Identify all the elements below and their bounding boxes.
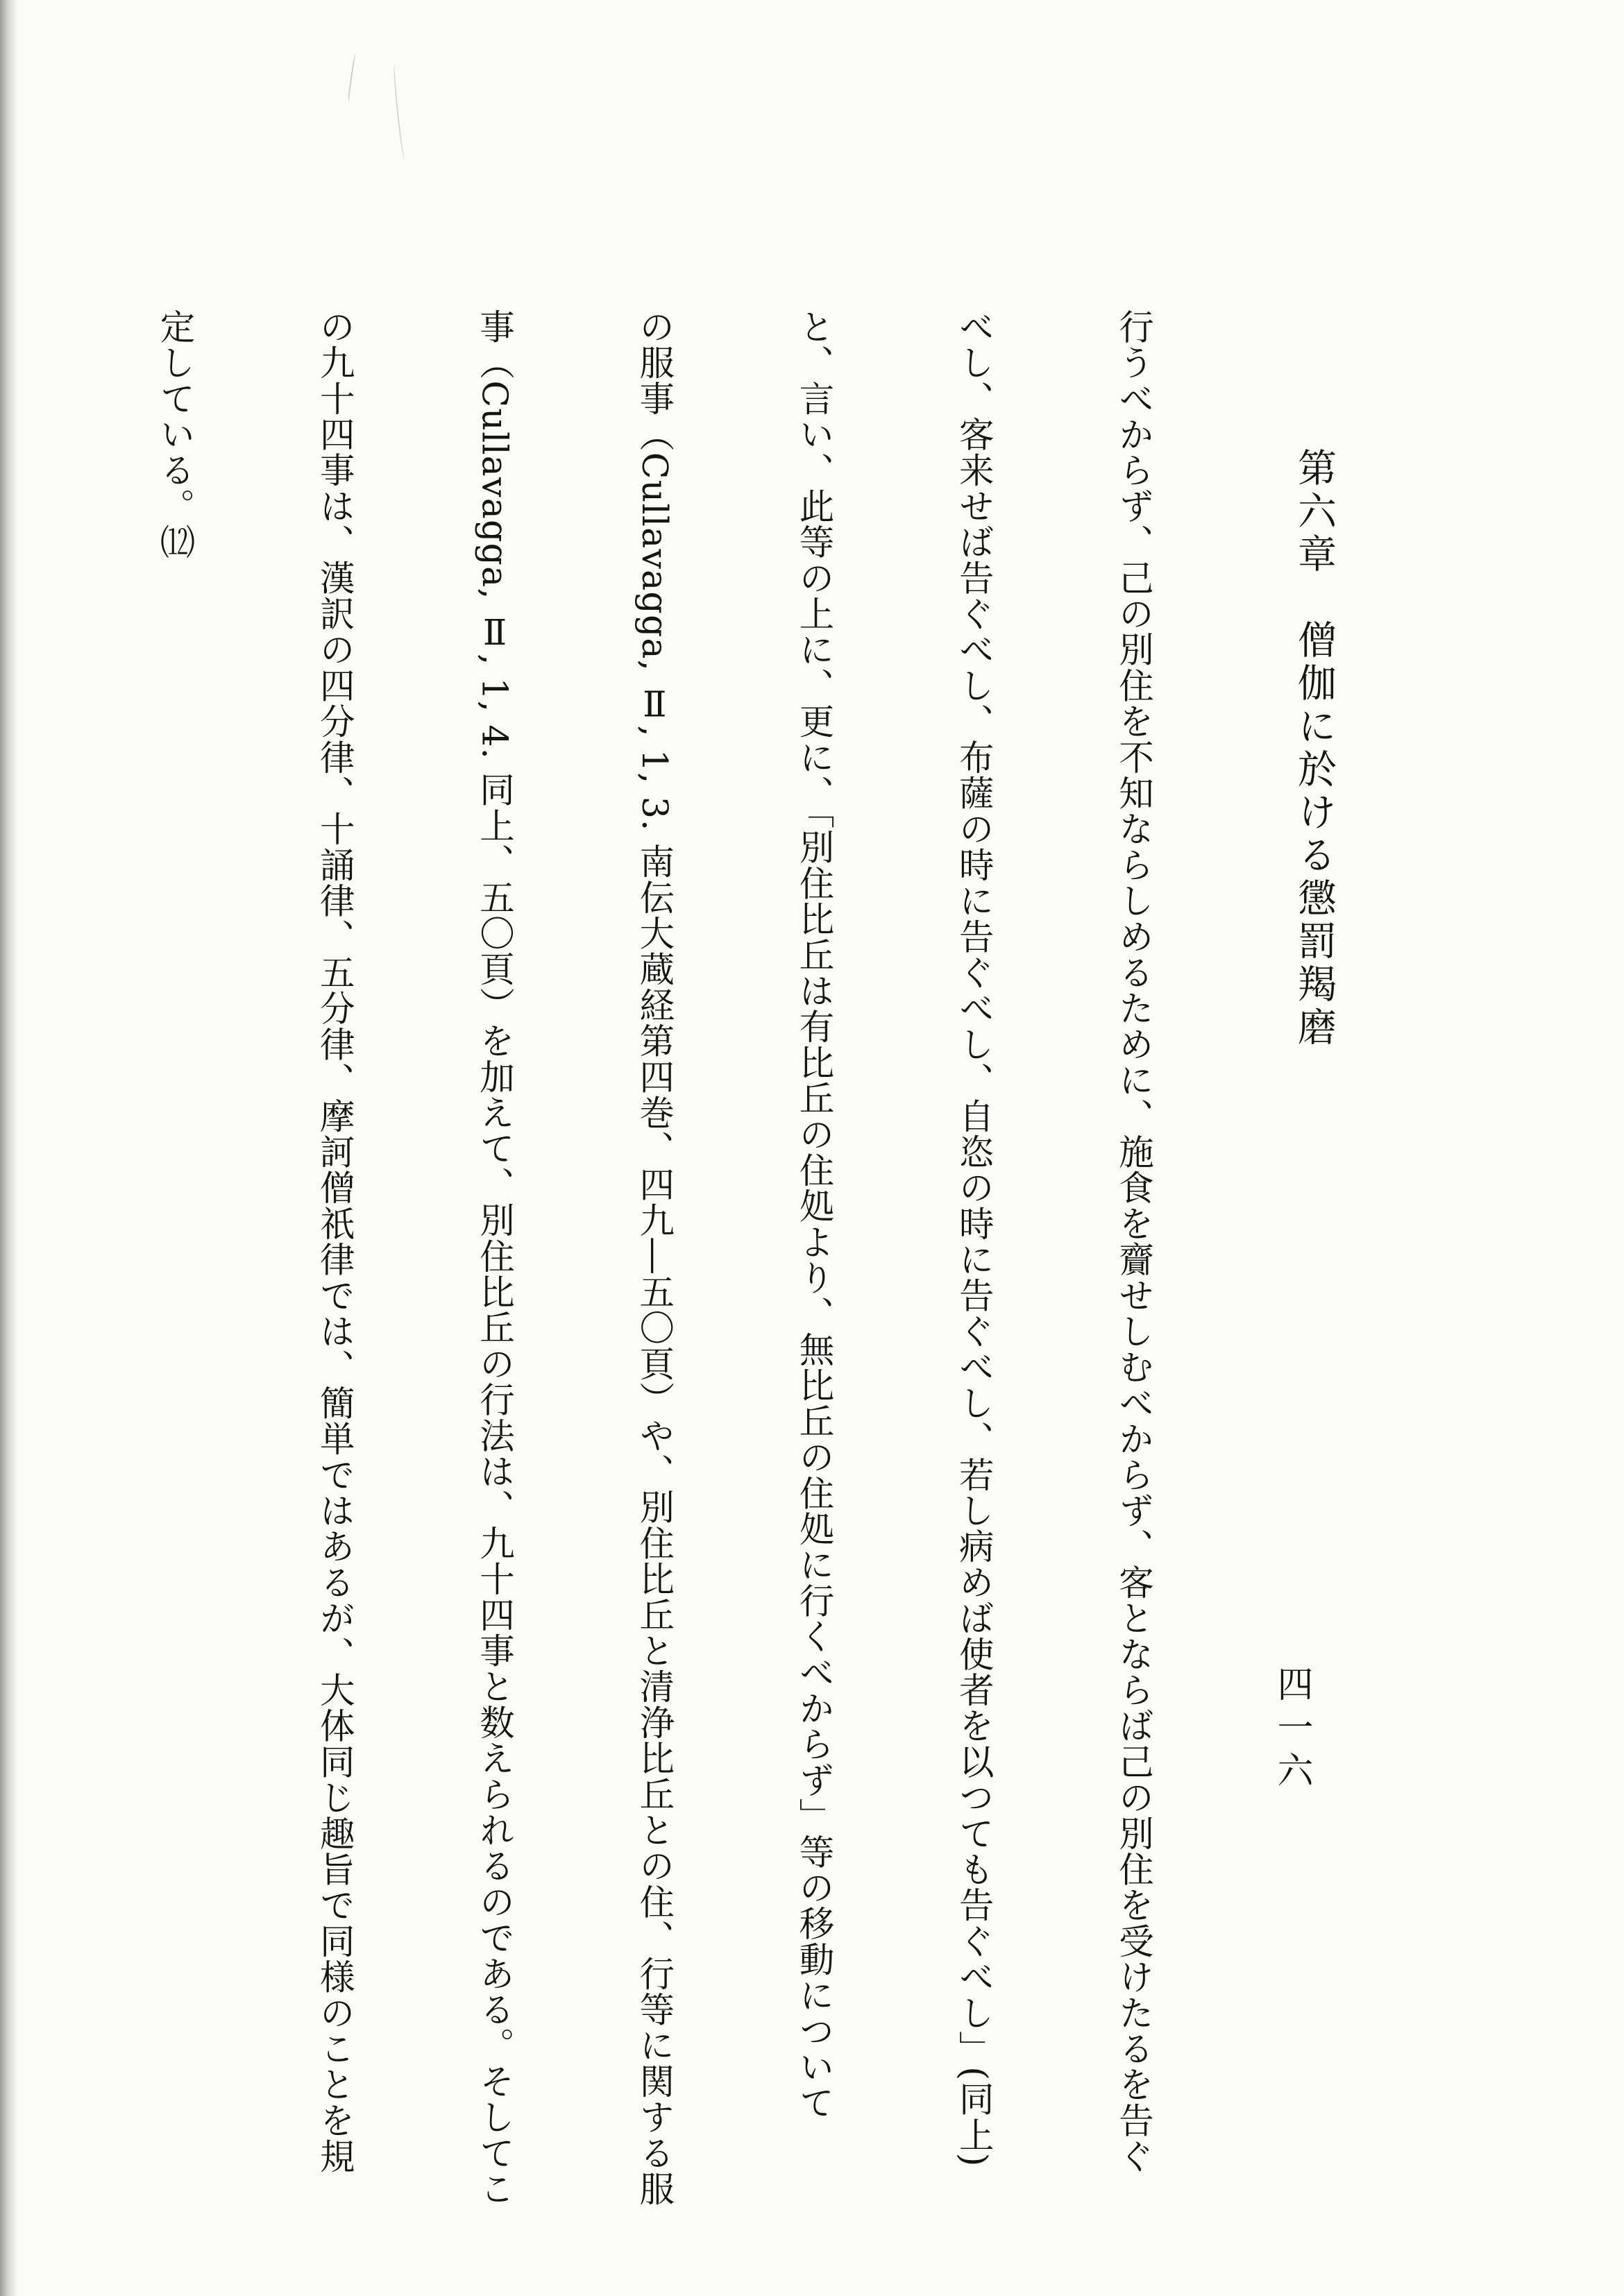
page-number: 四一六 xyxy=(1271,1665,1312,1794)
text-column: の九十四事は、漢訳の四分律、十誦律、五分律、摩訶僧祇律では、簡単ではあるが、大体同じ趣旨で同様のことを規 xyxy=(314,309,356,2175)
text-column: 定している。⑿ xyxy=(155,309,196,560)
text-column: と、言い、此等の上に、更に、「別住比丘は有比丘の住処より、無比丘の住処に行くべからず」等の移動について xyxy=(794,309,835,2121)
text-column: べし、客来せば告ぐべし、布薩の時に告ぐべし、自恣の時に告ぐべし、若し病めば使者を以つても告ぐべし」(同上) xyxy=(954,309,995,2168)
text-column: 事（Cullavagga, Ⅱ, 1, 4. 同上、五〇頁）を加えて、別住比丘の行法は、九十四事と数えられるのである。そしてこ xyxy=(474,309,516,2207)
text-column: 行うべからず、己の別住を不知ならしめるために、施食を齎せしむべからず、客とならば己の別住を受けたるを告ぐ xyxy=(1113,309,1155,2175)
running-title: 第六章 僧伽に於ける懲罰羯磨 xyxy=(1292,448,1337,1050)
text-column: の服事（Cullavagga, Ⅱ, 1, 3. 南伝大蔵経第四巻、四九―五〇頁）や、別住比丘と清浄比丘との住、行等に関する服 xyxy=(634,309,675,2207)
text-column xyxy=(0,309,42,2224)
body-text xyxy=(155,309,1267,2224)
paper-mark xyxy=(392,64,408,161)
paper-mark xyxy=(347,54,358,103)
